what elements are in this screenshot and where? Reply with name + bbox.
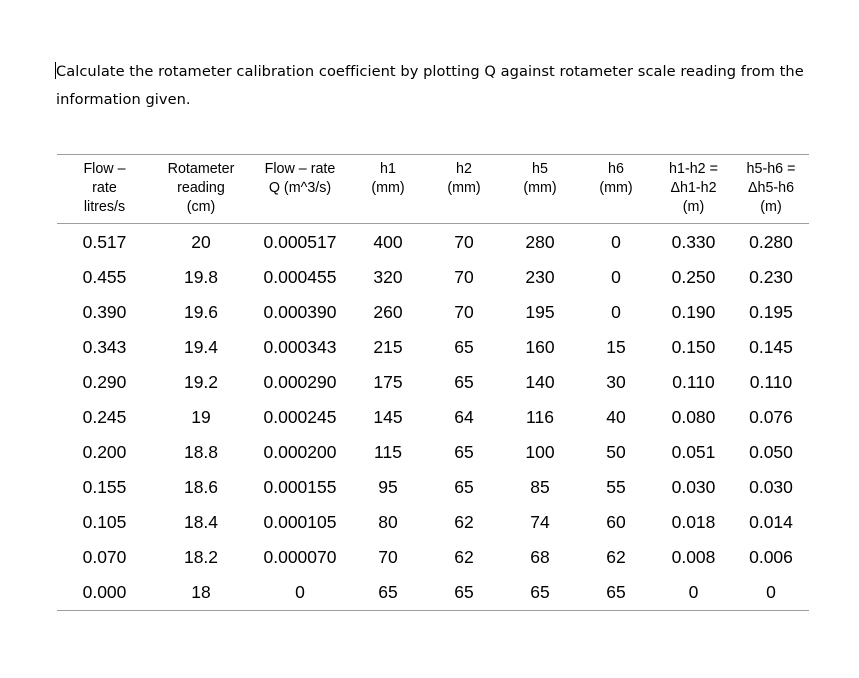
table-row [57,435,809,470]
header-h5: h5 (mm) [502,155,578,224]
cell-h5: 100 [525,442,555,462]
cell-delta-h1-h2: 0.008 [671,547,716,567]
cell-delta-h1-h2: 0.051 [671,442,716,462]
table-body [57,224,809,611]
cell-rotameter-reading: 18 [152,575,250,611]
cell-h1: 145 [373,407,403,427]
cell-h1: 260 [373,302,403,322]
table-row [57,400,809,435]
header-h2: h2 (mm) [426,155,502,224]
cell-h5: 85 [530,477,550,497]
cell-h1: 70 [378,547,398,567]
table-row [57,330,809,365]
cell-h6: 15 [606,337,626,357]
data-table[interactable] [57,154,809,611]
cell-flow-rate-q: 0.000200 [263,442,337,462]
cell-h5: 65 [502,575,578,611]
cell-h1: 65 [350,575,426,611]
cell-h5: 230 [525,267,555,287]
question-text[interactable]: Calculate the rotameter calibration coefficient by plotting Q against rotameter scale reading from the information given. [56,63,804,108]
cell-h6: 60 [606,512,626,532]
table-row [57,505,809,540]
cell-flow-rate-q: 0 [250,575,350,611]
cell-delta-h5-h6: 0.076 [749,407,793,427]
cell-h5: 140 [525,372,555,392]
cell-delta-h5-h6: 0.230 [749,267,793,287]
table-row [57,575,809,611]
cell-h2: 65 [454,442,474,462]
cell-flow-rate-q: 0.000455 [263,267,337,287]
cell-h5: 116 [526,407,554,427]
header-flow-rate-q: Flow – rate Q (m^3/s) [250,155,350,224]
cell-h1: 320 [373,267,403,287]
cell-flow-rate-q: 0.000343 [263,337,337,357]
cell-h6: 50 [606,442,626,462]
header-flow-rate-litres: Flow – rate litres/s [57,155,152,224]
cell-flow-rate-q: 0.000245 [263,407,337,427]
cell-h6: 0 [611,232,621,252]
cell-delta-h1-h2: 0.030 [671,477,716,497]
cell-flow-rate-q: 0.000105 [263,512,337,532]
cell-flow-rate-q: 0.000070 [263,547,337,567]
cell-h5: 280 [525,232,555,252]
cell-rotameter-reading: 19 [191,407,211,427]
cell-delta-h5-h6: 0 [733,575,809,611]
cell-delta-h1-h2: 0.250 [671,267,716,287]
cell-rotameter-reading: 19.6 [183,302,219,322]
table-row [57,260,809,295]
cell-rotameter-reading: 19.4 [183,337,219,357]
cell-delta-h1-h2: 0.190 [671,302,716,322]
header-h6: h6 (mm) [578,155,654,224]
cell-h2: 65 [454,372,474,392]
cell-h2: 70 [454,232,474,252]
cell-h2: 62 [454,547,474,567]
cell-h2: 65 [454,337,474,357]
cell-h5: 74 [530,512,550,532]
cell-delta-h5-h6: 0.006 [749,547,793,567]
cell-flow-rate-litres: 0.343 [82,337,127,357]
cell-h6: 55 [606,477,626,497]
header-rotameter-reading: Rotameter reading (cm) [152,155,250,224]
cell-h1: 215 [373,337,403,357]
cell-flow-rate-litres: 0.070 [82,547,127,567]
cell-rotameter-reading: 18.6 [183,477,219,497]
cell-flow-rate-litres: 0.245 [82,407,127,427]
header-delta-h1-h2: h1-h2 = Δh1-h2 (m) [654,155,733,224]
cell-delta-h1-h2: 0.330 [671,232,716,252]
cell-h2: 70 [454,267,474,287]
cell-rotameter-reading: 18.2 [183,547,219,567]
cell-flow-rate-litres: 0.200 [82,442,127,462]
cell-flow-rate-q: 0.000155 [263,477,337,497]
cell-flow-rate-litres: 0.155 [82,477,127,497]
table-row [57,365,809,400]
cell-h5: 68 [530,547,550,567]
header-delta-h5-h6: h5-h6 = Δh5-h6 (m) [733,155,809,224]
cell-h5: 195 [525,302,555,322]
cell-flow-rate-litres: 0.455 [82,267,127,287]
cell-h6: 62 [606,547,626,567]
table-row [57,540,809,575]
cell-delta-h1-h2: 0.080 [671,407,716,427]
cell-delta-h1-h2: 0 [654,575,733,611]
table-row [57,470,809,505]
cell-h1: 175 [373,372,403,392]
cell-h2: 70 [454,302,474,322]
table-header-row [57,155,809,224]
cell-delta-h1-h2: 0.018 [671,512,716,532]
table-row [57,224,809,261]
table-row [57,295,809,330]
cell-flow-rate-q: 0.000517 [263,232,337,252]
cell-h2: 64 [454,407,474,427]
cell-rotameter-reading: 18.4 [183,512,219,532]
cell-h6: 30 [606,372,626,392]
cell-h6: 0 [611,267,621,287]
cell-h1: 400 [373,232,403,252]
cell-h1: 115 [374,442,402,462]
cell-delta-h5-h6: 0.280 [749,232,793,252]
cell-delta-h1-h2: 0.150 [671,337,716,357]
cell-h6: 40 [606,407,626,427]
cell-flow-rate-litres: 0.105 [82,512,127,532]
cell-h2: 65 [426,575,502,611]
cell-h6: 65 [578,575,654,611]
cell-rotameter-reading: 19.8 [183,267,219,287]
cell-h1: 80 [378,512,398,532]
cell-rotameter-reading: 19.2 [183,372,219,392]
cell-h2: 65 [454,477,474,497]
cell-flow-rate-q: 0.000290 [263,372,337,392]
cell-rotameter-reading: 18.8 [183,442,219,462]
cell-h2: 62 [454,512,474,532]
cell-delta-h5-h6: 0.050 [749,442,793,462]
cell-h6: 0 [611,302,621,322]
cell-flow-rate-litres: 0.517 [82,232,127,252]
cell-rotameter-reading: 20 [191,232,211,252]
cell-flow-rate-q: 0.000390 [263,302,337,322]
cell-delta-h5-h6: 0.145 [749,337,793,357]
header-h1: h1 (mm) [350,155,426,224]
cell-h5: 160 [525,337,555,357]
cell-delta-h1-h2: 0.110 [672,372,715,392]
cell-delta-h5-h6: 0.110 [749,372,793,392]
cell-delta-h5-h6: 0.030 [749,477,793,497]
cell-h1: 95 [378,477,398,497]
cell-delta-h5-h6: 0.014 [749,512,793,532]
cell-flow-rate-litres: 0.390 [82,302,127,322]
cell-flow-rate-litres: 0.290 [82,372,127,392]
cell-delta-h5-h6: 0.195 [749,302,793,322]
cell-flow-rate-litres: 0.000 [57,575,152,611]
